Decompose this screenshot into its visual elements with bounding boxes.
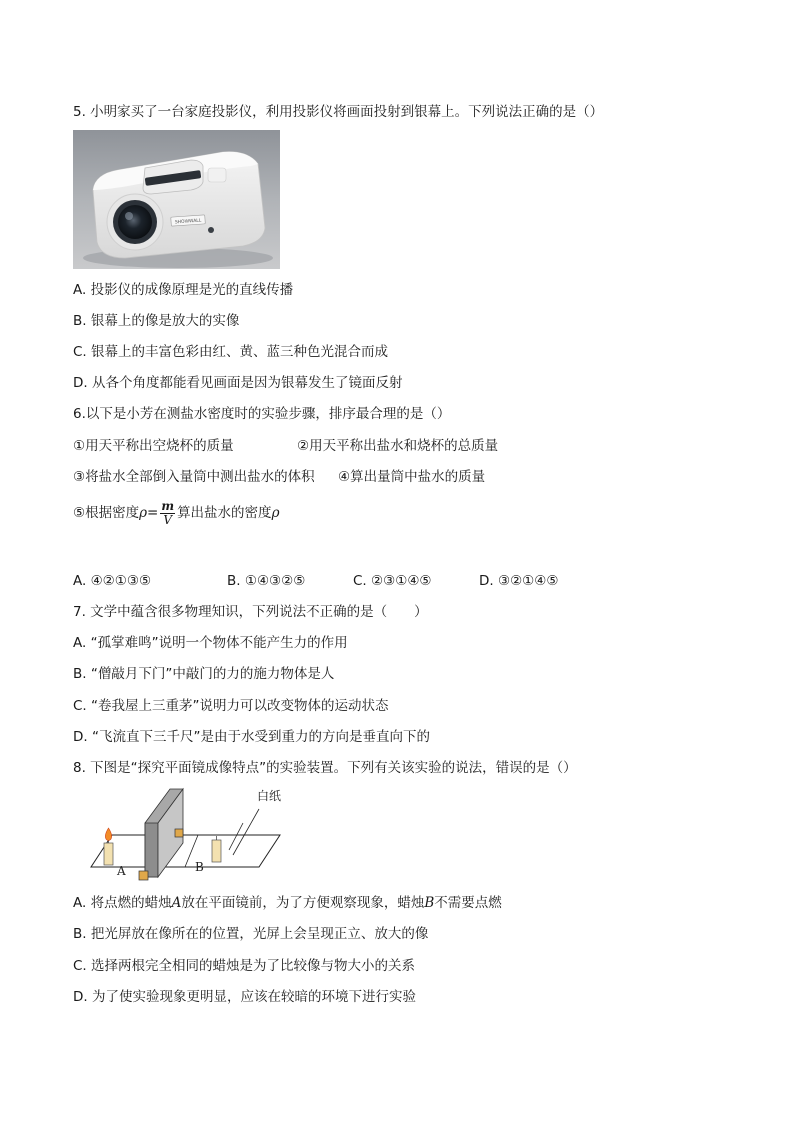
q8-option-a-part1: A. 将点燃的蜡烛	[73, 895, 172, 911]
q6-step-4: ④算出量筒中盐水的质量	[338, 469, 486, 485]
q8-option-b: B. 把光屏放在像所在的位置，光屏上会呈现正立、放大的像	[73, 926, 429, 942]
density-fraction	[160, 500, 175, 527]
q6-step-3: ③将盐水全部倒入量筒中测出盐水的体积	[73, 469, 315, 485]
q8-option-a-part2: 放在平面镜前，为了方便观察现象，蜡烛	[181, 895, 425, 911]
q6-step-2: ②用天平称出盐水和烧杯的总质量	[297, 438, 499, 454]
plane-mirror-diagram	[73, 783, 288, 885]
q7-option-a: A. “孤掌难鸣”说明一个物体不能产生力的作用	[73, 635, 348, 651]
q5-option-c: C. 银幕上的丰富色彩由红、黄、蓝三种色光混合而成	[73, 344, 389, 360]
q7-option-b: B. “僧敲月下门”中敲门的力的施力物体是人	[73, 666, 335, 682]
density-symbol-2: ρ	[271, 505, 280, 521]
q6-options	[73, 572, 633, 590]
projector-photo	[73, 130, 280, 269]
label-candle-a: A	[117, 864, 126, 878]
q7-option-c: C. “卷我屋上三重茅”说明力可以改变物体的运动状态	[73, 698, 389, 714]
density-symbol: ρ=	[139, 505, 159, 521]
label-white-paper: 白纸	[257, 789, 282, 803]
q6-stem: 6.以下是小芳在测盐水密度时的实验步骤，排序最合理的是（）	[73, 406, 451, 422]
q8-option-a-part3: 不需要点燃	[434, 895, 502, 911]
q7-stem: 7. 文学中蕴含很多物理知识，下列说法不正确的是（ ）	[73, 604, 428, 620]
q8-option-a-var-a: A	[171, 895, 182, 911]
q6-option-a: A. ④②①③⑤	[73, 573, 152, 589]
q6-step-5	[73, 499, 280, 527]
q8-option-a	[73, 894, 502, 912]
label-candle-b: B	[195, 860, 204, 874]
q5-option-a: A. 投影仪的成像原理是光的直线传播	[73, 282, 294, 298]
q8-option-c: C. 选择两根完全相同的蜡烛是为了比较像与物大小的关系	[73, 958, 416, 974]
q8-option-a-var-b: B	[424, 895, 435, 911]
q5-stem: 5. 小明家买了一台家庭投影仪，利用投影仪将画面投射到银幕上。下列说法正确的是（）	[73, 104, 604, 120]
q6-option-b: B. ①④③②⑤	[227, 573, 306, 589]
q6-option-d: D. ③②①④⑤	[479, 573, 559, 589]
q6-step-5-prefix: ⑤根据密度	[73, 505, 140, 521]
q7-option-d: D. “飞流直下三千尺”是由于水受到重力的方向是垂直向下的	[73, 729, 430, 745]
q6-step-1: ①用天平称出空烧杯的质量	[73, 438, 234, 454]
q6-option-c: C. ②③①④⑤	[353, 573, 432, 589]
q5-option-b: B. 银幕上的像是放大的实像	[73, 313, 240, 329]
mass-symbol: m	[161, 498, 175, 513]
q8-option-d: D. 为了使实验现象更明显，应该在较暗的环境下进行实验	[73, 989, 416, 1005]
q8-stem: 8. 下图是“探究平面镜成像特点”的实验装置。下列有关该实验的说法，错误的是（）	[73, 760, 577, 776]
projector-brand-label: SHOWWALL	[174, 218, 202, 226]
q5-option-d: D. 从各个角度都能看见画面是因为银幕发生了镜面反射	[73, 375, 403, 391]
volume-symbol: V	[163, 512, 173, 527]
q6-step-5-suffix: 算出盐水的密度	[177, 505, 272, 521]
